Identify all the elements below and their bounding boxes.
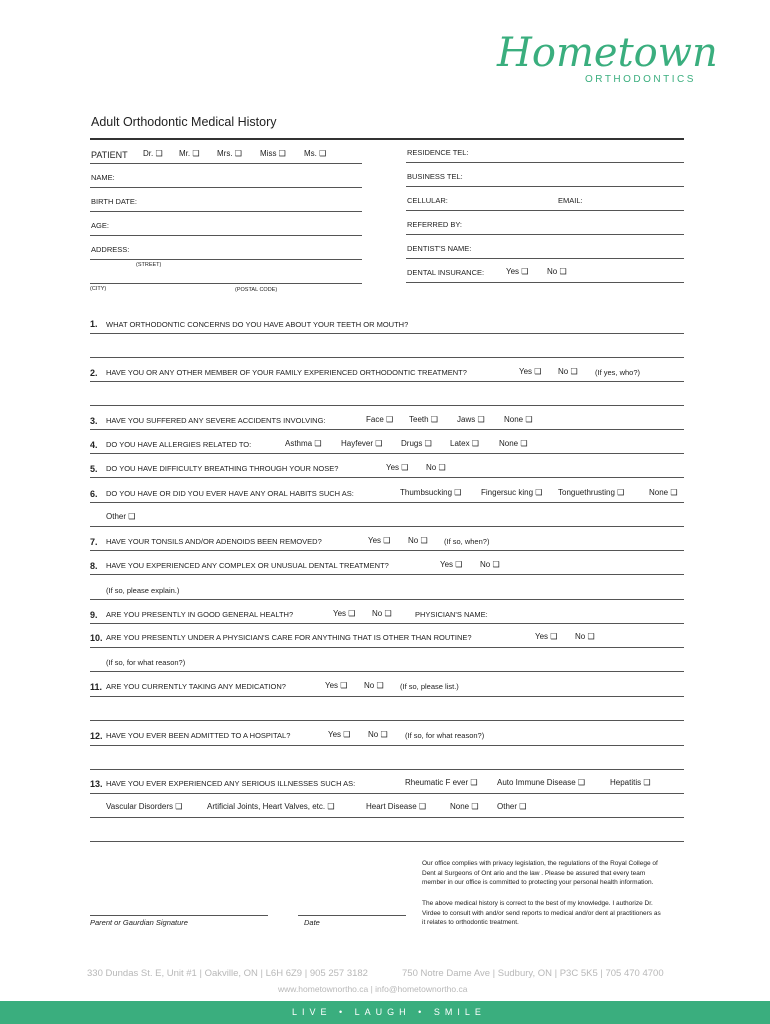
email-label: EMAIL:	[558, 196, 583, 205]
signature-caption: Parent or Gaurdian Signature	[90, 918, 188, 927]
birthdate-label: BIRTH DATE:	[91, 197, 137, 206]
birthdate-field[interactable]	[90, 211, 362, 212]
q12-line-2[interactable]	[90, 769, 684, 770]
referred-by-field[interactable]	[406, 234, 684, 235]
patient-label: PATIENT	[91, 150, 128, 160]
q6-number: 6.	[90, 489, 98, 499]
q11-other-caption: (If so, please list.)	[400, 682, 459, 691]
q13-hepatitis-checkbox[interactable]: Hepatitis ❑	[610, 778, 651, 787]
q1-line-1[interactable]	[90, 333, 684, 334]
q10-line-2[interactable]	[90, 671, 684, 672]
q13-rheumatic-fever-checkbox[interactable]: Rheumatic F ever ❑	[405, 778, 478, 787]
brand-subtitle: ORTHODONTICS	[585, 74, 696, 85]
q5-line[interactable]	[90, 477, 684, 478]
insurance-field[interactable]	[406, 282, 684, 283]
patient-line[interactable]	[90, 163, 362, 164]
q1-text: WHAT ORTHODONTIC CONCERNS DO YOU HAVE ABOUT YOUR TEETH OR MOUTH?	[106, 320, 409, 329]
cellular-label: CELLULAR:	[407, 196, 448, 205]
q8-number: 8.	[90, 561, 98, 571]
q6-text: DO YOU HAVE OR DID YOU EVER HAVE ANY ORAL HABITS SUCH AS:	[106, 489, 354, 498]
residence-tel-field[interactable]	[406, 162, 684, 163]
q6-none-checkbox[interactable]: None ❑	[649, 488, 678, 497]
name-field[interactable]	[90, 187, 362, 188]
title-checkbox-miss[interactable]: Miss ❑	[260, 149, 286, 158]
q11-number: 11.	[90, 682, 103, 692]
q7-number: 7.	[90, 537, 98, 547]
q4-hayfever-checkbox[interactable]: Hayfever ❑	[341, 439, 383, 448]
cellular-field[interactable]	[406, 210, 684, 211]
q4-text: DO YOU HAVE ALLERGIES RELATED TO:	[106, 440, 252, 449]
q8-line-1[interactable]	[90, 574, 684, 575]
q13-text: HAVE YOU EVER EXPERIENCED ANY SERIOUS ILLNESSES SUCH AS:	[106, 779, 356, 788]
q3-face-checkbox[interactable]: Face ❑	[366, 415, 394, 424]
q8-yes-checkbox[interactable]: Yes ❑	[440, 560, 463, 569]
q11-text: ARE YOU CURRENTLY TAKING ANY MEDICATION?	[106, 682, 286, 691]
q2-other-caption: (If yes, who?)	[595, 368, 641, 377]
q11-line-1[interactable]	[90, 696, 684, 697]
q12-text: HAVE YOU EVER BEEN ADMITTED TO A HOSPITAL?	[106, 731, 291, 740]
address-label: ADDRESS:	[91, 245, 130, 254]
q4-asthma-checkbox[interactable]: Asthma ❑	[285, 439, 322, 448]
q7-no-checkbox[interactable]: No ❑	[408, 536, 428, 545]
q6-other-checkbox[interactable]: Other ❑	[106, 512, 136, 521]
q13-auto-immune-checkbox[interactable]: Auto Immune Disease ❑	[497, 778, 586, 787]
age-field[interactable]	[90, 235, 362, 236]
q5-no-checkbox[interactable]: No ❑	[426, 463, 446, 472]
q6-thumbsucking-checkbox[interactable]: Thumbsucking ❑	[400, 488, 462, 497]
q6-line-1[interactable]	[90, 502, 684, 503]
footer-address-oakville: 330 Dundas St. E, Unit #1 | Oakville, ON | L6H 6Z9 | 905 257 3182	[87, 968, 368, 979]
q8-line-2[interactable]	[90, 599, 684, 600]
q2-line-1[interactable]	[90, 381, 684, 382]
dentist-name-label: DENTIST'S NAME:	[407, 244, 472, 253]
age-label: AGE:	[91, 221, 109, 230]
q13-line-3[interactable]	[90, 841, 684, 842]
q9-line[interactable]	[90, 623, 684, 624]
date-caption: Date	[304, 918, 320, 927]
q7-line[interactable]	[90, 550, 684, 551]
referred-by-label: REFERRED BY:	[407, 220, 463, 229]
q12-no-checkbox[interactable]: No ❑	[368, 730, 388, 739]
q2-text: HAVE YOU OR ANY OTHER MEMBER OF YOUR FAMILY EXPERIENCED ORTHODONTIC TREATMENT?	[106, 368, 467, 377]
q8-other-caption: (If so, please explain.)	[106, 586, 180, 595]
q5-yes-checkbox[interactable]: Yes ❑	[386, 463, 409, 472]
name-label: NAME:	[91, 173, 115, 182]
insurance-yes-checkbox[interactable]: Yes ❑	[506, 267, 529, 276]
q9-no-checkbox[interactable]: No ❑	[372, 609, 392, 618]
business-tel-label: BUSINESS TEL:	[407, 172, 463, 181]
business-tel-field[interactable]	[406, 186, 684, 187]
q13-line-1[interactable]	[90, 793, 684, 794]
q11-yes-checkbox[interactable]: Yes ❑	[325, 681, 348, 690]
q3-text: HAVE YOU SUFFERED ANY SEVERE ACCIDENTS INVOLVING:	[106, 416, 326, 425]
q10-no-checkbox[interactable]: No ❑	[575, 632, 595, 641]
q11-no-checkbox[interactable]: No ❑	[364, 681, 384, 690]
title-divider	[90, 138, 684, 140]
q6-line-2[interactable]	[90, 526, 684, 527]
title-checkbox-mrs[interactable]: Mrs. ❑	[217, 149, 242, 158]
q13-vascular-checkbox[interactable]: Vascular Disorders ❑	[106, 802, 183, 811]
q8-text: HAVE YOU EXPERIENCED ANY COMPLEX OR UNUSUAL DENTAL TREATMENT?	[106, 561, 389, 570]
q10-line-1[interactable]	[90, 647, 684, 648]
privacy-note: Our office complies with privacy legislation, the regulations of the Royal College of Dent al Surgeons of Ont ario and the law . Please be assured that every team member in our office is committed to protecting your personal health information.	[422, 860, 658, 886]
title-checkbox-ms[interactable]: Ms. ❑	[304, 149, 327, 158]
q2-number: 2.	[90, 368, 98, 378]
q9-text: ARE YOU PRESENTLY IN GOOD GENERAL HEALTH?	[106, 610, 294, 619]
insurance-no-checkbox[interactable]: No ❑	[547, 267, 567, 276]
q13-heart-disease-checkbox[interactable]: Heart Disease ❑	[366, 802, 427, 811]
q2-yes-checkbox[interactable]: Yes ❑	[519, 367, 542, 376]
dentist-name-field[interactable]	[406, 258, 684, 259]
q9-yes-checkbox[interactable]: Yes ❑	[333, 609, 356, 618]
q10-text: ARE YOU PRESENTLY UNDER A PHYSICIAN'S CARE FOR ANYTHING THAT IS OTHER THAN ROUTINE?	[106, 633, 472, 642]
q8-no-checkbox[interactable]: No ❑	[480, 560, 500, 569]
q11-line-2[interactable]	[90, 720, 684, 721]
address-field[interactable]	[90, 259, 362, 260]
residence-tel-label: RESIDENCE TEL:	[407, 148, 469, 157]
q13-artificial-joints-checkbox[interactable]: Artificial Joints, Heart Valves, etc. ❑	[207, 802, 335, 811]
q9-physician-label: PHYSICIAN'S NAME:	[415, 610, 488, 619]
q5-text: DO YOU HAVE DIFFICULTY BREATHING THROUGH YOUR NOSE?	[106, 464, 339, 473]
q4-line[interactable]	[90, 453, 684, 454]
q3-jaws-checkbox[interactable]: Jaws ❑	[457, 415, 485, 424]
q12-other-caption: (If so, for what reason?)	[405, 731, 485, 740]
authorization-note: The above medical history is correct to the best of my knowledge. I authorize Dr. Virdee to consult with and/or send reports to medical and/or dent al practitioners as it relates to orthodontic treatment.	[422, 900, 661, 926]
q3-number: 3.	[90, 416, 98, 426]
title-checkbox-dr[interactable]: Dr. ❑	[143, 149, 163, 158]
q2-line-2[interactable]	[90, 405, 684, 406]
city-field[interactable]	[90, 283, 362, 284]
postal-caption: (POSTAL CODE)	[235, 287, 278, 293]
q12-yes-checkbox[interactable]: Yes ❑	[328, 730, 351, 739]
insurance-label: DENTAL INSURANCE:	[407, 268, 485, 277]
q7-text: HAVE YOUR TONSILS AND/OR ADENOIDS BEEN REMOVED?	[106, 537, 322, 546]
q10-yes-checkbox[interactable]: Yes ❑	[535, 632, 558, 641]
q3-line[interactable]	[90, 429, 684, 430]
q4-latex-checkbox[interactable]: Latex ❑	[450, 439, 479, 448]
q1-number: 1.	[90, 319, 98, 329]
q3-teeth-checkbox[interactable]: Teeth ❑	[409, 415, 438, 424]
q12-number: 12.	[90, 731, 103, 741]
q9-number: 9.	[90, 610, 98, 620]
street-caption: (STREET)	[136, 262, 162, 268]
q13-line-2[interactable]	[90, 817, 684, 818]
q4-number: 4.	[90, 440, 98, 450]
signature-line[interactable]	[90, 915, 268, 916]
q13-other-checkbox[interactable]: Other ❑	[497, 802, 527, 811]
city-caption: (CITY)	[90, 286, 107, 292]
footer-contact[interactable]: www.hometownortho.ca | info@hometownortho.ca	[278, 984, 468, 994]
footer-address-sudbury: 750 Notre Dame Ave | Sudbury, ON | P3C 5K5 | 705 470 4700	[402, 968, 664, 979]
q6-fingersucking-checkbox[interactable]: Fingersuc king ❑	[481, 488, 543, 497]
q4-none-checkbox[interactable]: None ❑	[499, 439, 528, 448]
footer-tagline: LIVE • LAUGH • SMILE	[292, 1007, 486, 1017]
q5-number: 5.	[90, 464, 98, 474]
q13-none-checkbox[interactable]: None ❑	[450, 802, 479, 811]
q10-other-caption: (If so, for what reason?)	[106, 658, 186, 667]
q2-no-checkbox[interactable]: No ❑	[558, 367, 578, 376]
title-checkbox-mr[interactable]: Mr. ❑	[179, 149, 200, 158]
q4-drugs-checkbox[interactable]: Drugs ❑	[401, 439, 432, 448]
q7-yes-checkbox[interactable]: Yes ❑	[368, 536, 391, 545]
q12-line-1[interactable]	[90, 745, 684, 746]
q3-none-checkbox[interactable]: None ❑	[504, 415, 533, 424]
q10-number: 10.	[90, 633, 103, 643]
q1-line-2[interactable]	[90, 357, 684, 358]
q13-number: 13.	[90, 779, 103, 789]
q6-tonguethrusting-checkbox[interactable]: Tonguethrusting ❑	[558, 488, 625, 497]
page-title: Adult Orthodontic Medical History	[91, 115, 277, 129]
brand-logo: Hometown	[497, 30, 718, 76]
q7-other-caption: (If so, when?)	[444, 537, 490, 546]
date-line[interactable]	[298, 915, 406, 916]
